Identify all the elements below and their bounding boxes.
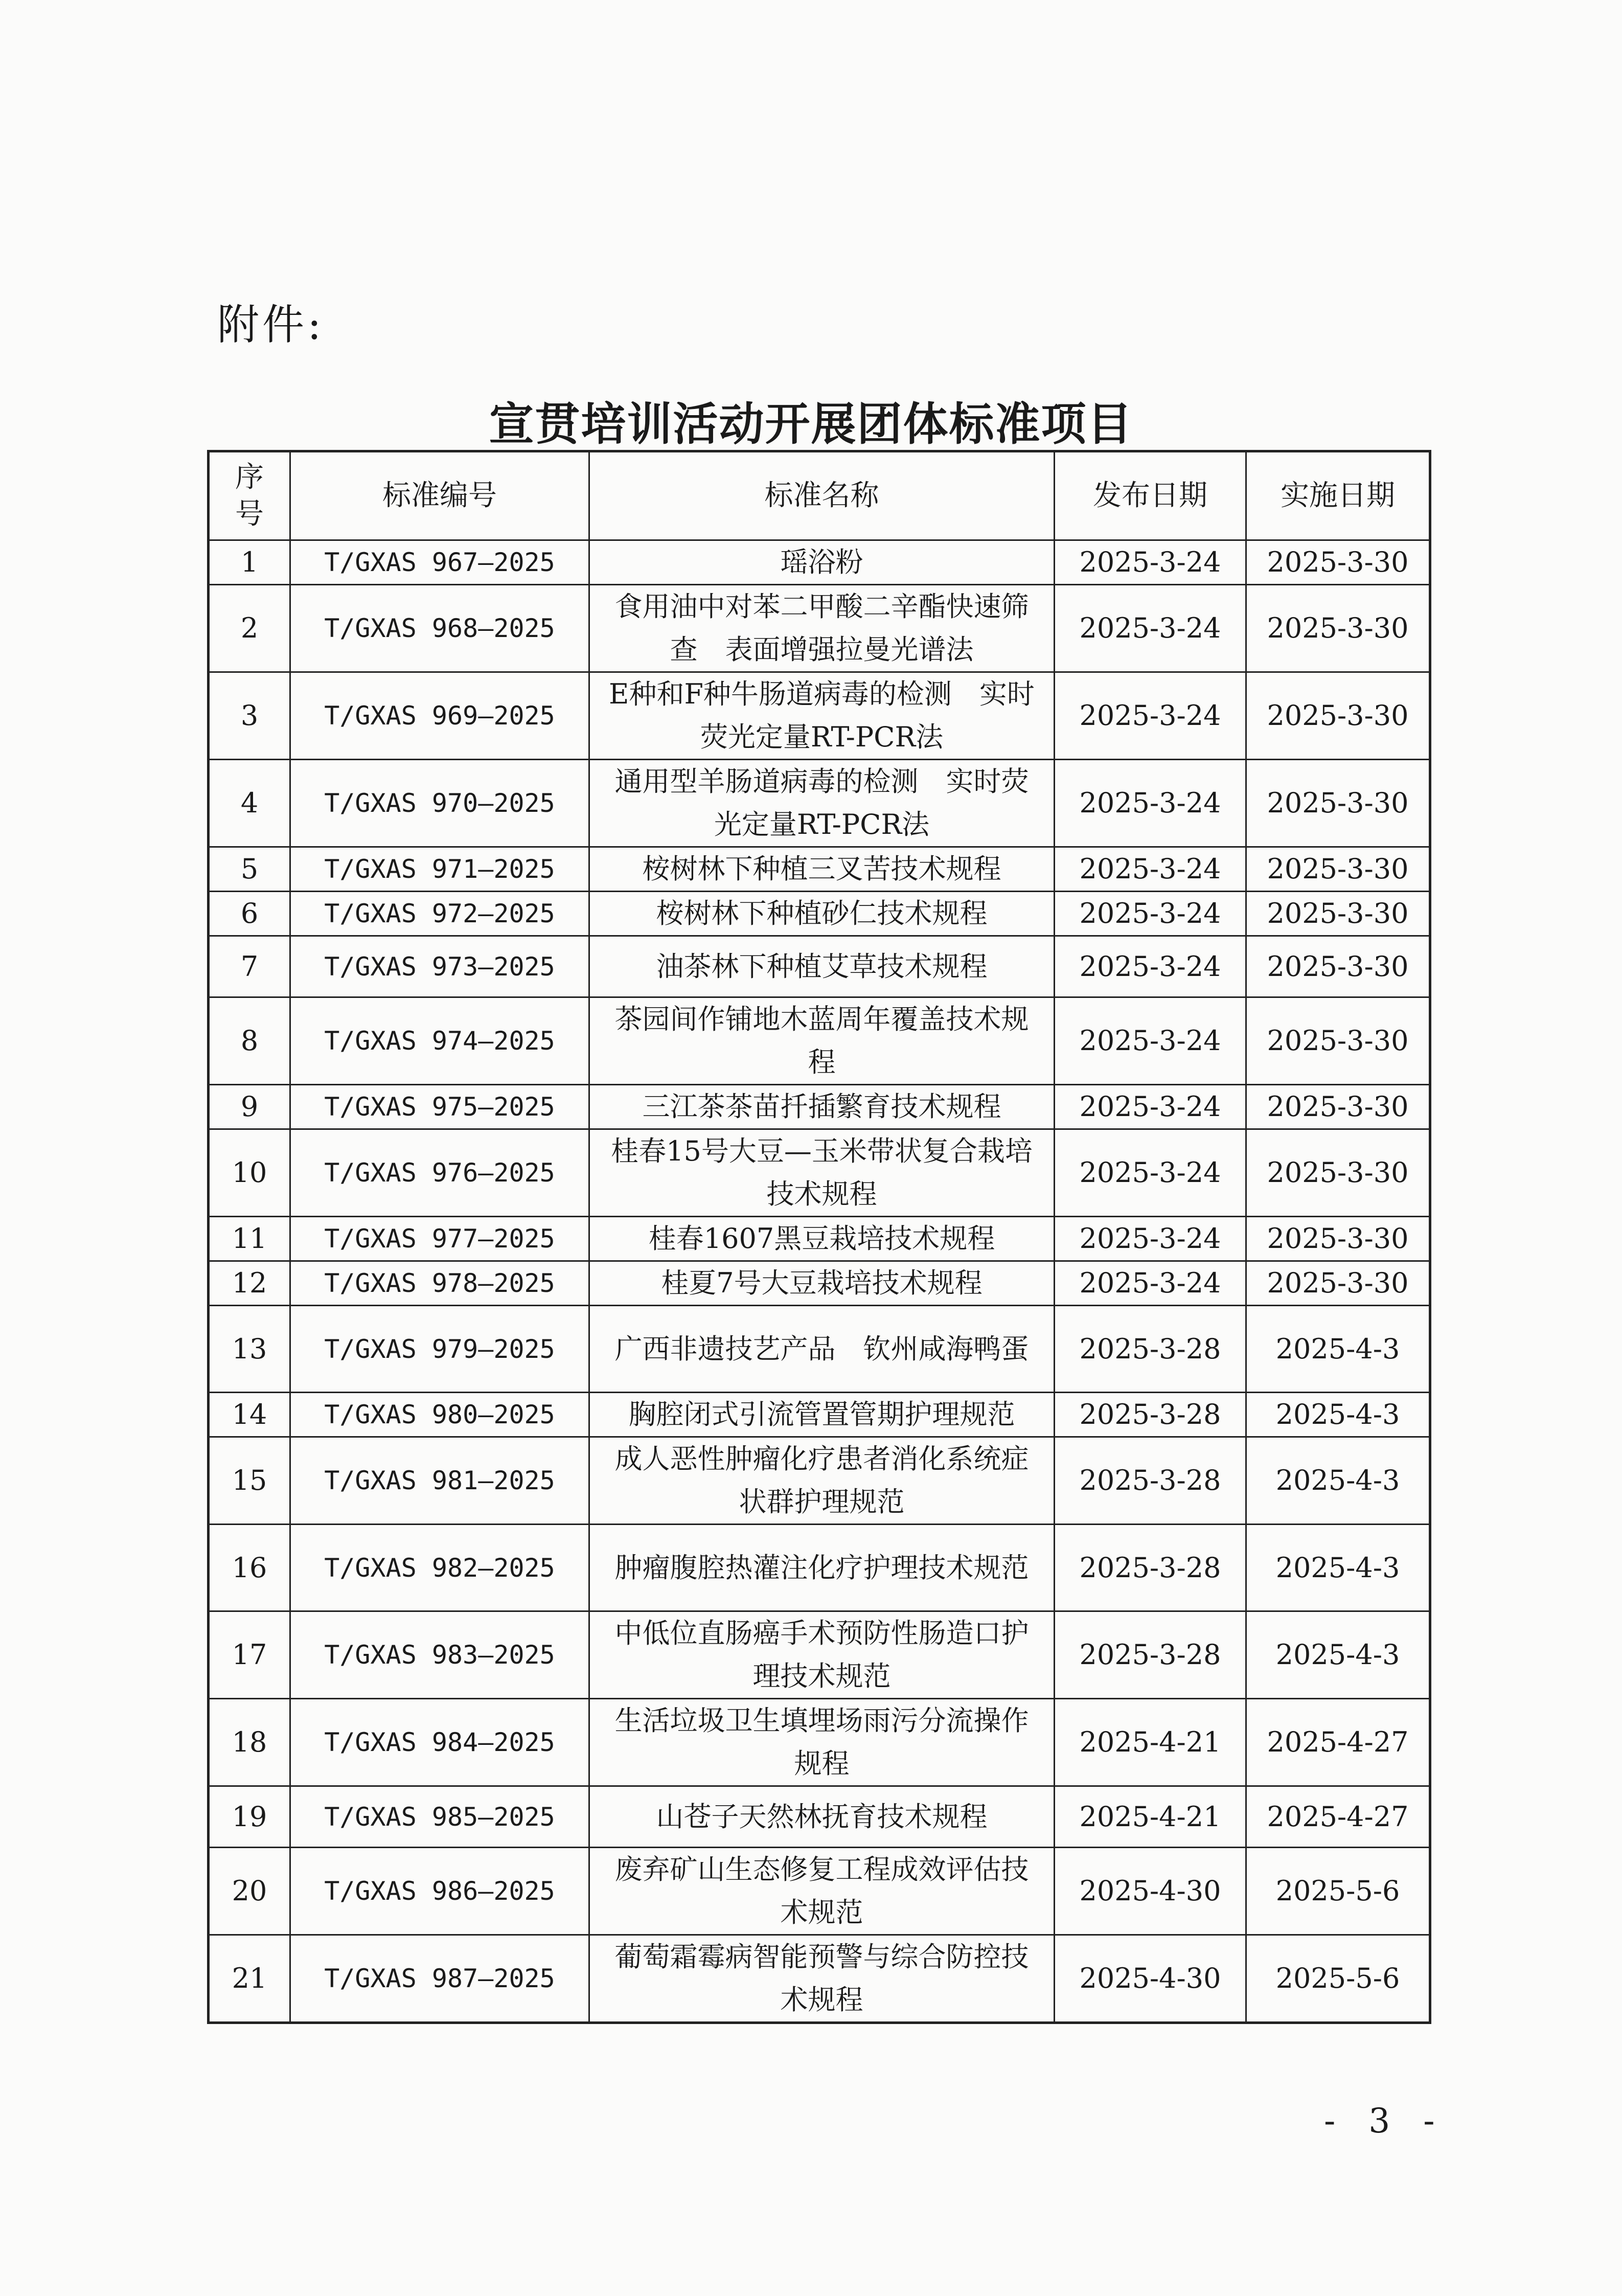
cell-seq: 4 [209,760,290,847]
cell-standard-code: T/GXAS 970—2025 [290,760,589,847]
cell-seq: 5 [209,847,290,892]
cell-seq: 18 [209,1699,290,1786]
cell-standard-name: 桂春1607黑豆栽培技术规程 [589,1217,1055,1261]
cell-seq: 10 [209,1129,290,1217]
cell-standard-name: 桂春15号大豆—玉米带状复合栽培技术规程 [589,1129,1055,1217]
table-row [209,1393,1430,1437]
cell-standard-code: T/GXAS 974—2025 [290,997,589,1085]
cell-seq: 19 [209,1786,290,1848]
cell-publish-date: 2025-3-28 [1055,1437,1246,1525]
cell-implement-date: 2025-4-27 [1246,1699,1430,1786]
cell-implement-date: 2025-4-3 [1246,1437,1430,1525]
cell-standard-name: 三江茶茶苗扦插繁育技术规程 [589,1085,1055,1129]
cell-standard-code: T/GXAS 983—2025 [290,1611,589,1699]
table-row [209,1848,1430,1935]
cell-implement-date: 2025-4-3 [1246,1525,1430,1611]
table-row [209,1085,1430,1129]
cell-seq: 11 [209,1217,290,1261]
cell-publish-date: 2025-4-30 [1055,1935,1246,2023]
cell-standard-name: 葡萄霜霉病智能预警与综合防控技术规程 [589,1935,1055,2023]
cell-seq: 1 [209,540,290,585]
cell-seq: 8 [209,997,290,1085]
cell-implement-date: 2025-3-30 [1246,672,1430,760]
cell-publish-date: 2025-4-21 [1055,1786,1246,1848]
header-seq: 序号 [209,451,290,540]
cell-publish-date: 2025-3-24 [1055,672,1246,760]
cell-implement-date: 2025-3-30 [1246,585,1430,672]
cell-implement-date: 2025-4-3 [1246,1393,1430,1437]
cell-publish-date: 2025-3-24 [1055,936,1246,997]
cell-standard-name: 食用油中对苯二甲酸二辛酯快速筛查 表面增强拉曼光谱法 [589,585,1055,672]
cell-standard-code: T/GXAS 979—2025 [290,1306,589,1393]
cell-publish-date: 2025-3-24 [1055,997,1246,1085]
cell-standard-code: T/GXAS 973—2025 [290,936,589,997]
table-body [209,540,1430,2023]
cell-implement-date: 2025-4-27 [1246,1786,1430,1848]
cell-standard-name: 山苍子天然林抚育技术规程 [589,1786,1055,1848]
cell-seq: 16 [209,1525,290,1611]
table-row [209,585,1430,672]
table-row [209,540,1430,585]
header-implement-date: 实施日期 [1246,451,1430,540]
cell-publish-date: 2025-3-24 [1055,760,1246,847]
cell-seq: 12 [209,1261,290,1306]
cell-seq: 6 [209,892,290,936]
cell-implement-date: 2025-3-30 [1246,936,1430,997]
cell-publish-date: 2025-4-30 [1055,1848,1246,1935]
cell-standard-name: 肿瘤腹腔热灌注化疗护理技术规范 [589,1525,1055,1611]
cell-standard-code: T/GXAS 975—2025 [290,1085,589,1129]
attachment-label: 附件: [217,301,325,349]
cell-seq: 14 [209,1393,290,1437]
table-row [209,1935,1430,2023]
cell-publish-date: 2025-3-24 [1055,585,1246,672]
cell-implement-date: 2025-4-3 [1246,1611,1430,1699]
cell-seq: 2 [209,585,290,672]
cell-seq: 9 [209,1085,290,1129]
cell-implement-date: 2025-3-30 [1246,892,1430,936]
cell-standard-code: T/GXAS 976—2025 [290,1129,589,1217]
page-number: - 3 - [1324,2101,1446,2141]
document-title: 宣贯培训活动开展团体标准项目 [489,397,1133,450]
cell-publish-date: 2025-3-28 [1055,1611,1246,1699]
cell-publish-date: 2025-3-24 [1055,847,1246,892]
cell-standard-name: 通用型羊肠道病毒的检测 实时荧光定量RT-PCR法 [589,760,1055,847]
header-code: 标准编号 [290,451,589,540]
cell-standard-code: T/GXAS 972—2025 [290,892,589,936]
cell-standard-code: T/GXAS 985—2025 [290,1786,589,1848]
cell-standard-name: 油茶林下种植艾草技术规程 [589,936,1055,997]
cell-seq: 13 [209,1306,290,1393]
cell-standard-code: T/GXAS 978—2025 [290,1261,589,1306]
table-row [209,1699,1430,1786]
cell-publish-date: 2025-3-28 [1055,1306,1246,1393]
header-name: 标准名称 [589,451,1055,540]
cell-publish-date: 2025-3-28 [1055,1525,1246,1611]
cell-standard-code: T/GXAS 971—2025 [290,847,589,892]
cell-standard-name: 废弃矿山生态修复工程成效评估技术规范 [589,1848,1055,1935]
table-row [209,1129,1430,1217]
cell-seq: 3 [209,672,290,760]
cell-seq: 7 [209,936,290,997]
cell-implement-date: 2025-3-30 [1246,760,1430,847]
header-publish-date: 发布日期 [1055,451,1246,540]
table-row [209,1437,1430,1525]
table-row [209,936,1430,997]
standards-table [207,450,1431,2024]
table-row [209,760,1430,847]
table-row [209,1217,1430,1261]
cell-implement-date: 2025-3-30 [1246,1217,1430,1261]
cell-standard-name: 桉树林下种植三叉苦技术规程 [589,847,1055,892]
table-row [209,1611,1430,1699]
cell-standard-name: 瑶浴粉 [589,540,1055,585]
cell-implement-date: 2025-3-30 [1246,997,1430,1085]
cell-seq: 21 [209,1935,290,2023]
cell-standard-code: T/GXAS 977—2025 [290,1217,589,1261]
cell-standard-name: 成人恶性肿瘤化疗患者消化系统症状群护理规范 [589,1437,1055,1525]
table-row [209,1306,1430,1393]
cell-standard-name: E种和F种牛肠道病毒的检测 实时荧光定量RT-PCR法 [589,672,1055,760]
cell-standard-code: T/GXAS 982—2025 [290,1525,589,1611]
table-row [209,892,1430,936]
cell-publish-date: 2025-3-24 [1055,1217,1246,1261]
cell-implement-date: 2025-3-30 [1246,1085,1430,1129]
cell-standard-code: T/GXAS 981—2025 [290,1437,589,1525]
table-row [209,1261,1430,1306]
table-row [209,672,1430,760]
cell-publish-date: 2025-3-24 [1055,1129,1246,1217]
cell-standard-name: 茶园间作铺地木蓝周年覆盖技术规程 [589,997,1055,1085]
cell-standard-code: T/GXAS 984—2025 [290,1699,589,1786]
cell-standard-name: 中低位直肠癌手术预防性肠造口护理技术规范 [589,1611,1055,1699]
cell-publish-date: 2025-3-24 [1055,1261,1246,1306]
cell-standard-name: 桉树林下种植砂仁技术规程 [589,892,1055,936]
cell-publish-date: 2025-3-24 [1055,540,1246,585]
table-row [209,1525,1430,1611]
cell-standard-name: 生活垃圾卫生填埋场雨污分流操作规程 [589,1699,1055,1786]
cell-standard-code: T/GXAS 967—2025 [290,540,589,585]
cell-publish-date: 2025-3-24 [1055,892,1246,936]
table-row [209,847,1430,892]
table-header-row [209,451,1430,540]
cell-implement-date: 2025-4-3 [1246,1306,1430,1393]
cell-standard-name: 桂夏7号大豆栽培技术规程 [589,1261,1055,1306]
table-row [209,997,1430,1085]
cell-standard-code: T/GXAS 986—2025 [290,1848,589,1935]
cell-standard-name: 胸腔闭式引流管置管期护理规范 [589,1393,1055,1437]
cell-publish-date: 2025-3-24 [1055,1085,1246,1129]
cell-publish-date: 2025-4-21 [1055,1699,1246,1786]
cell-implement-date: 2025-5-6 [1246,1935,1430,2023]
cell-standard-code: T/GXAS 968—2025 [290,585,589,672]
cell-implement-date: 2025-3-30 [1246,1261,1430,1306]
cell-publish-date: 2025-3-28 [1055,1393,1246,1437]
cell-standard-code: T/GXAS 987—2025 [290,1935,589,2023]
table-row [209,1786,1430,1848]
cell-implement-date: 2025-3-30 [1246,1129,1430,1217]
cell-seq: 20 [209,1848,290,1935]
cell-standard-name: 广西非遗技艺产品 钦州咸海鸭蛋 [589,1306,1055,1393]
cell-implement-date: 2025-5-6 [1246,1848,1430,1935]
cell-implement-date: 2025-3-30 [1246,847,1430,892]
cell-seq: 15 [209,1437,290,1525]
cell-seq: 17 [209,1611,290,1699]
cell-standard-code: T/GXAS 969—2025 [290,672,589,760]
cell-standard-code: T/GXAS 980—2025 [290,1393,589,1437]
cell-implement-date: 2025-3-30 [1246,540,1430,585]
